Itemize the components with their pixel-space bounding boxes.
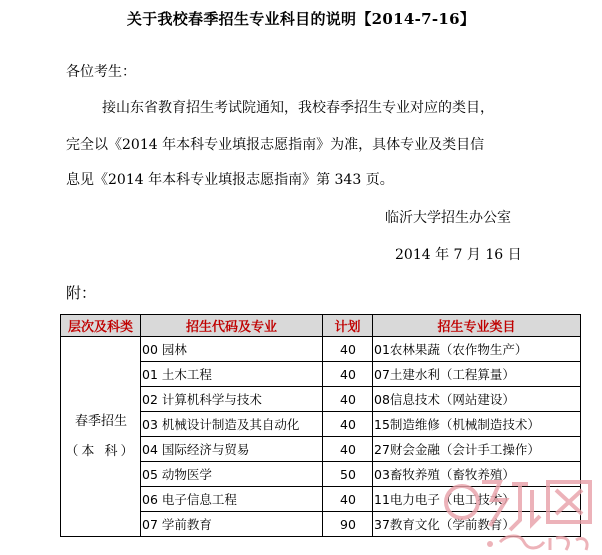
date: 2014 年 7 月 16 日 [395, 247, 522, 263]
major-cell: 05 动物医学 [141, 462, 323, 487]
level-main: 春季招生 [74, 413, 127, 429]
category-cell: 03畜牧养殖（畜牧养殖） [373, 462, 581, 487]
category-cell: 01农林果蔬（农作物生产） [373, 337, 581, 362]
category-cell: 15制造维修（机械制造技术） [373, 412, 581, 437]
plan-cell: 40 [323, 437, 373, 462]
major-cell: 02 计算机科学与技术 [141, 387, 323, 412]
major-cell: 03 机械设计制造及其自动化 [141, 412, 323, 437]
body-line-3: 息见《2014 年本科专业填报志愿指南》第 343 页。 [66, 172, 394, 188]
plan-cell: 40 [323, 387, 373, 412]
category-cell: 27财会金融（会计手工操作） [373, 437, 581, 462]
page-title: 关于我校春季招生专业科目的说明【2014-7-16】 [126, 10, 476, 28]
plan-cell: 40 [323, 487, 373, 512]
majors-table [60, 314, 581, 537]
header-level: 层次及科类 [61, 315, 141, 337]
plan-cell: 50 [323, 462, 373, 487]
greeting: 各位考生： [66, 64, 136, 80]
major-cell: 06 电子信息工程 [141, 487, 323, 512]
body-line-2: 完全以《2014 年本科专业填报志愿指南》为准，具体专业及类目信 [66, 137, 485, 153]
signature: 临沂大学招生办公室 [385, 210, 511, 226]
table-row [61, 337, 581, 362]
header-major: 招生代码及专业 [141, 315, 323, 337]
major-cell: 00 园林 [141, 337, 323, 362]
major-cell: 04 国际经济与贸易 [141, 437, 323, 462]
attachment-label: 附： [66, 284, 97, 302]
header-plan: 计划 [323, 315, 373, 337]
category-cell: 08信息技术（网站建设） [373, 387, 581, 412]
plan-cell: 40 [323, 412, 373, 437]
plan-cell: 40 [323, 337, 373, 362]
body-line-1: 接山东省教育招生考试院通知，我校春季招生专业对应的类目， [102, 100, 494, 116]
plan-cell: 40 [323, 362, 373, 387]
level-cell [61, 337, 141, 537]
category-cell: 07土建水利（工程算量） [373, 362, 581, 387]
header-category: 招生专业类目 [373, 315, 581, 337]
plan-cell: 90 [323, 512, 373, 537]
level-sub: （本 科） [65, 443, 137, 459]
table-header-row [61, 315, 581, 337]
category-cell: 11电力电子（电工技术） [373, 487, 581, 512]
category-cell: 37教育文化（学前教育） [373, 512, 581, 537]
major-cell: 07 学前教育 [141, 512, 323, 537]
major-cell: 01 土木工程 [141, 362, 323, 387]
